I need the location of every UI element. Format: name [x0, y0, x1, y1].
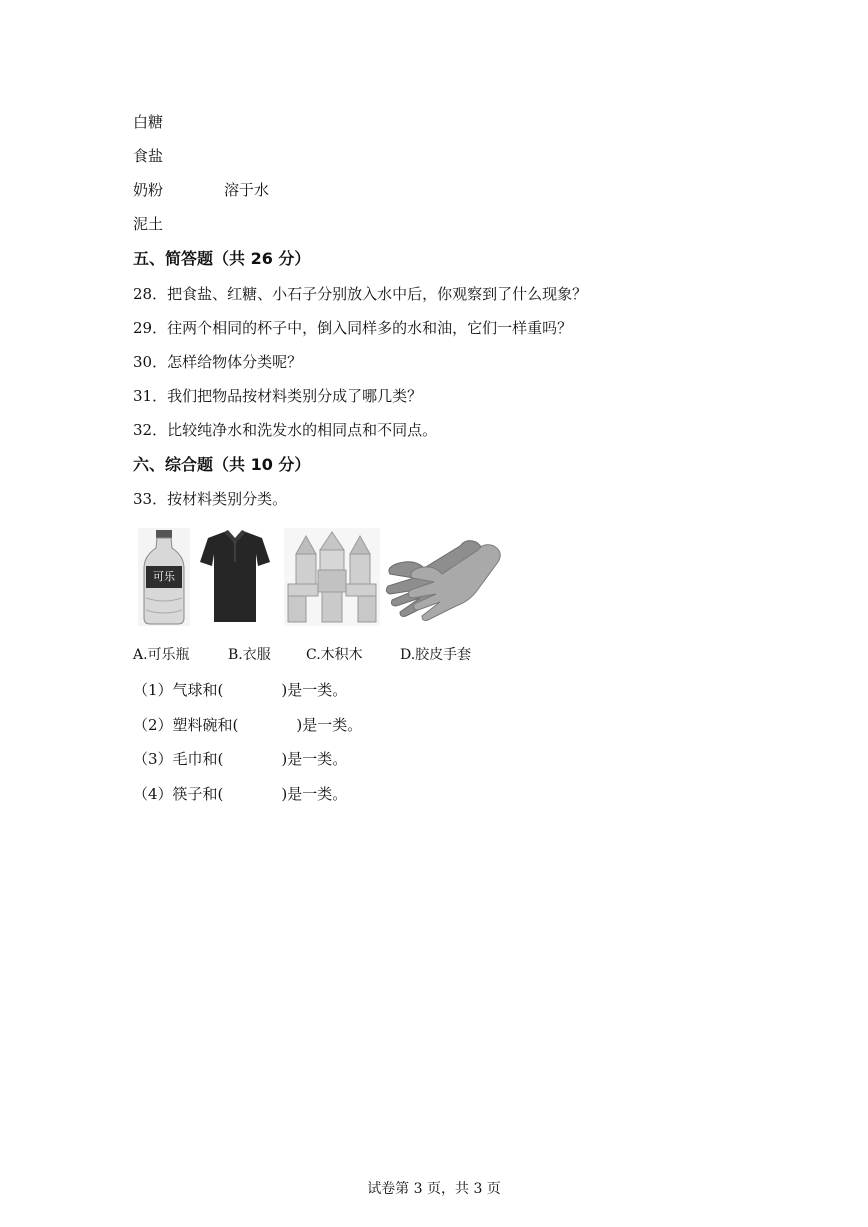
shirt-icon: [198, 528, 272, 630]
fill-4-prefix: （4）筷子和(: [133, 785, 224, 803]
fill-question-1: [133, 680, 347, 700]
fill-4-suffix: )是一类。: [281, 785, 348, 803]
fill-question-4: [133, 784, 347, 804]
page-footer: 试卷第 3 页，共 3 页: [367, 1181, 501, 1197]
question-31: 31．我们把物品按材料类别分成了哪几类？: [133, 387, 423, 405]
cola-bottle-icon: [138, 528, 190, 630]
fill-3-prefix: （3）毛巾和(: [133, 750, 224, 768]
match-item-sugar: 白糖: [133, 113, 164, 131]
fill-3-suffix: )是一类。: [281, 750, 348, 768]
question-30: 30．怎样给物体分类呢？: [133, 353, 303, 371]
match-item-salt: 食盐: [133, 147, 164, 165]
caption-a: A.可乐瓶: [133, 647, 190, 663]
question-29: 29．往两个相同的杯子中，倒入同样多的水和油，它们一样重吗？: [133, 319, 573, 337]
fill-question-3: [133, 749, 347, 769]
fill-question-2: [133, 715, 362, 735]
fill-1-suffix: )是一类。: [281, 681, 348, 699]
caption-d: D.胶皮手套: [400, 647, 472, 663]
question-28: 28．把食盐、红糖、小石子分别放入水中后，你观察到了什么现象？: [133, 285, 588, 303]
match-option-dissolves: 溶于水: [224, 181, 270, 199]
fill-1-prefix: （1）气球和(: [133, 681, 224, 699]
section5-heading: 五、简答题（共 26 分）: [133, 249, 311, 268]
fill-2-suffix: )是一类。: [296, 716, 363, 734]
question-32: 32．比较纯净水和洗发水的相同点和不同点。: [133, 421, 438, 439]
rubber-gloves-icon: [384, 528, 504, 630]
caption-b: B.衣服: [228, 647, 271, 663]
question-33: 33．按材料类别分类。: [133, 490, 288, 508]
wooden-blocks-icon: [284, 528, 380, 630]
bottle-label: 可乐: [153, 570, 175, 583]
match-item-milk-powder: 奶粉: [133, 181, 164, 199]
section6-heading: 六、综合题（共 10 分）: [133, 455, 311, 474]
match-item-soil: 泥土: [133, 215, 164, 233]
fill-2-prefix: （2）塑料碗和(: [133, 716, 239, 734]
caption-c: C.木积木: [306, 647, 363, 663]
